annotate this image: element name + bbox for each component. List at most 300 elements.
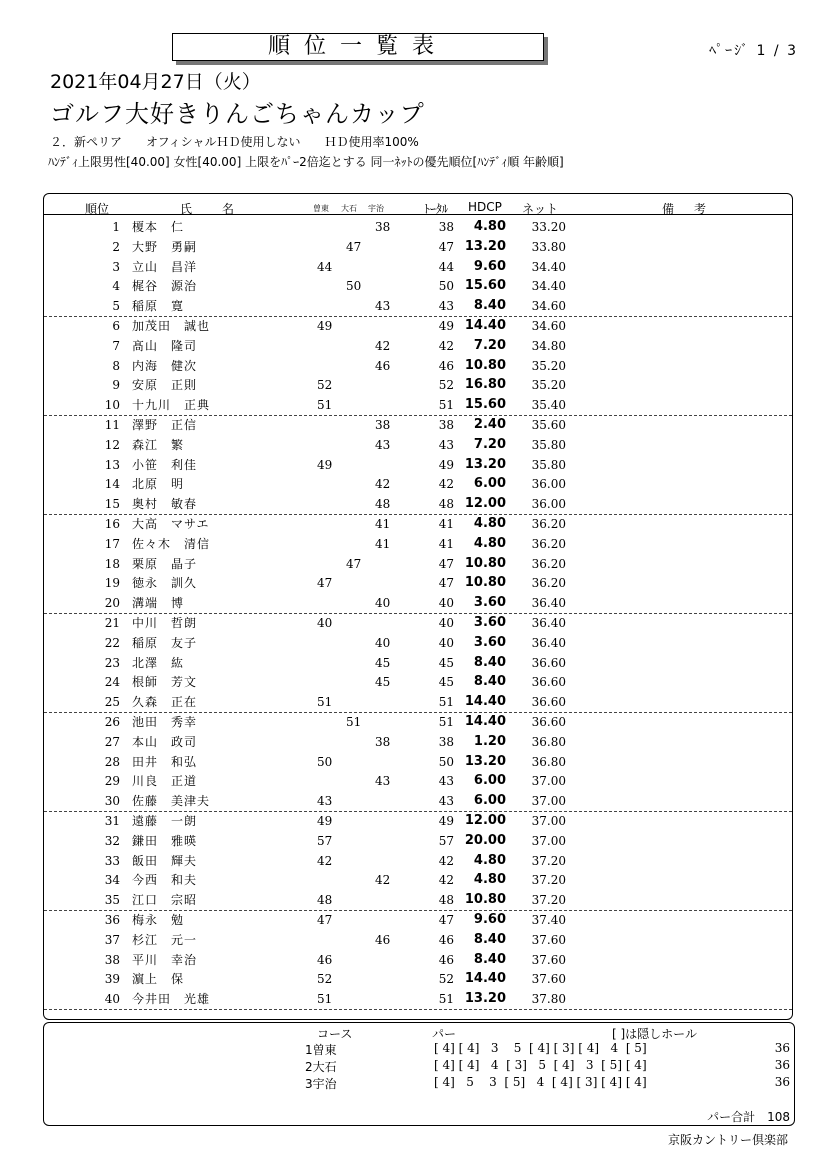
name-cell: 北澤 紘 bbox=[132, 655, 185, 670]
total-cell: 49 bbox=[438, 814, 454, 828]
table-row bbox=[44, 910, 792, 930]
course1-score-cell: 48 bbox=[317, 893, 333, 908]
course3-score-cell: 38 bbox=[375, 734, 391, 749]
total-cell: 49 bbox=[438, 457, 454, 472]
name-cell: 奥村 敏春 bbox=[132, 497, 198, 512]
course1-score-cell: 47 bbox=[317, 913, 333, 927]
name-cell: 今井田 光雄 bbox=[132, 992, 211, 1007]
col-header-rank: 順位 bbox=[85, 202, 110, 216]
total-cell: 40 bbox=[438, 596, 454, 611]
course1-score-cell: 51 bbox=[317, 398, 333, 413]
hdcp-cell: 7.20 bbox=[473, 337, 506, 353]
total-cell: 50 bbox=[438, 279, 454, 294]
total-cell: 50 bbox=[438, 754, 454, 769]
rank-cell: 22 bbox=[104, 635, 120, 650]
table-row bbox=[44, 771, 792, 791]
table-row bbox=[44, 435, 792, 455]
rank-cell: 10 bbox=[104, 398, 120, 413]
col-header-course2: 大石 bbox=[341, 204, 357, 213]
col-header-hdcp: HDCP bbox=[468, 200, 502, 214]
net-cell: 34.80 bbox=[531, 338, 566, 353]
net-cell: 36.00 bbox=[531, 477, 566, 492]
table-row bbox=[44, 950, 792, 970]
total-cell: 52 bbox=[438, 972, 454, 987]
table-row bbox=[44, 752, 792, 772]
total-cell: 43 bbox=[438, 437, 454, 452]
table-row bbox=[44, 672, 792, 692]
hdcp-cell: 10.80 bbox=[464, 357, 506, 373]
par-header: パー bbox=[432, 1027, 457, 1041]
net-cell: 34.40 bbox=[531, 259, 566, 274]
course-1-pars: [ 4] [ 4] 3 5 [ 4] [ 3] [ 4] 4 [ 5] bbox=[434, 1041, 647, 1055]
hdcp-cell: 12.00 bbox=[464, 813, 506, 828]
table-row bbox=[44, 514, 792, 534]
net-cell: 36.80 bbox=[531, 734, 566, 749]
col-header-name: 氏 名 bbox=[180, 202, 237, 216]
col-header-course1: 曽東 bbox=[313, 204, 329, 213]
course3-score-cell: 45 bbox=[375, 675, 391, 690]
name-cell: 根師 芳文 bbox=[132, 675, 198, 690]
rank-cell: 31 bbox=[104, 814, 120, 828]
name-cell: 森江 繁 bbox=[132, 437, 185, 452]
net-cell: 36.40 bbox=[531, 596, 566, 611]
hdcp-cell: 14.40 bbox=[464, 971, 506, 987]
table-row bbox=[44, 474, 792, 494]
rank-cell: 4 bbox=[112, 279, 120, 294]
hdcp-cell: 14.40 bbox=[464, 714, 506, 729]
net-cell: 34.60 bbox=[531, 319, 566, 333]
total-cell: 51 bbox=[438, 695, 454, 710]
course1-score-cell: 52 bbox=[317, 378, 333, 393]
table-row bbox=[44, 296, 792, 317]
hdcp-cell: 9.60 bbox=[473, 912, 506, 927]
rank-cell: 19 bbox=[104, 576, 120, 591]
hdcp-cell: 10.80 bbox=[464, 555, 506, 571]
name-cell: 稲原 寛 bbox=[132, 299, 185, 314]
net-cell: 37.20 bbox=[531, 893, 566, 908]
name-cell: 江口 宗昭 bbox=[132, 893, 198, 908]
net-cell: 37.20 bbox=[531, 873, 566, 888]
course-3-pars: [ 4] 5 3 [ 5] 4 [ 4] [ 3] [ 4] [ 4] bbox=[434, 1075, 647, 1089]
name-cell: 佐々木 清信 bbox=[132, 536, 211, 551]
course1-score-cell: 40 bbox=[317, 616, 333, 630]
course3-score-cell: 48 bbox=[375, 497, 391, 512]
net-cell: 36.80 bbox=[531, 754, 566, 769]
name-cell: 川良 正道 bbox=[132, 774, 198, 789]
hdcp-cell: 12.00 bbox=[464, 496, 506, 512]
hdcp-cell: 8.40 bbox=[473, 951, 506, 967]
table-row bbox=[44, 573, 792, 593]
rank-cell: 12 bbox=[104, 437, 120, 452]
table-row bbox=[44, 732, 792, 752]
total-cell: 41 bbox=[438, 517, 454, 531]
page-number: ﾍﾟｰｼﾞ 1 / 3 bbox=[709, 43, 798, 59]
total-cell: 47 bbox=[438, 576, 454, 591]
course-2-name: 2大石 bbox=[305, 1060, 337, 1074]
hdcp-cell: 6.00 bbox=[473, 793, 506, 809]
table-row bbox=[44, 336, 792, 356]
rank-cell: 14 bbox=[104, 477, 120, 492]
name-cell: 梶谷 源治 bbox=[132, 279, 198, 294]
name-cell: 佐藤 美津夫 bbox=[132, 794, 211, 809]
net-cell: 36.00 bbox=[531, 497, 566, 512]
table-row bbox=[44, 494, 792, 515]
hdcp-cell: 4.80 bbox=[473, 872, 506, 888]
hdcp-cell: 8.40 bbox=[473, 931, 506, 947]
table-row bbox=[44, 870, 792, 890]
rank-cell: 13 bbox=[104, 457, 120, 472]
total-cell: 44 bbox=[438, 259, 454, 274]
net-cell: 35.20 bbox=[531, 378, 566, 393]
name-cell: 久森 正在 bbox=[132, 695, 198, 710]
name-cell: 小笹 利佳 bbox=[132, 457, 198, 472]
total-cell: 40 bbox=[438, 616, 454, 630]
hdcp-cell: 4.80 bbox=[473, 535, 506, 551]
rank-cell: 36 bbox=[104, 913, 120, 927]
total-cell: 57 bbox=[438, 833, 454, 848]
net-cell: 36.20 bbox=[531, 556, 566, 571]
rank-cell: 32 bbox=[104, 833, 120, 848]
course3-score-cell: 41 bbox=[375, 536, 391, 551]
table-row bbox=[44, 415, 792, 435]
course1-score-cell: 51 bbox=[317, 992, 333, 1007]
course3-score-cell: 42 bbox=[375, 477, 391, 492]
net-cell: 37.60 bbox=[531, 972, 566, 987]
total-cell: 49 bbox=[438, 319, 454, 333]
course-2-total: 36 bbox=[774, 1058, 790, 1072]
table-row bbox=[44, 692, 792, 713]
rank-cell: 9 bbox=[112, 378, 120, 393]
course3-score-cell: 43 bbox=[375, 299, 391, 314]
rank-cell: 20 bbox=[104, 596, 120, 611]
name-cell: 稲原 友子 bbox=[132, 635, 198, 650]
hdcp-cell: 15.60 bbox=[464, 397, 506, 413]
rank-cell: 26 bbox=[104, 715, 120, 729]
hdcp-cell: 3.60 bbox=[473, 634, 506, 650]
net-cell: 36.20 bbox=[531, 536, 566, 551]
rank-cell: 3 bbox=[112, 259, 120, 274]
rank-cell: 18 bbox=[104, 556, 120, 571]
net-cell: 37.40 bbox=[531, 913, 566, 927]
name-cell: 内海 健次 bbox=[132, 358, 198, 373]
net-cell: 36.40 bbox=[531, 616, 566, 630]
total-cell: 42 bbox=[438, 853, 454, 868]
competition-name: ゴルフ大好きりんごちゃんカップ bbox=[50, 100, 425, 128]
rank-cell: 16 bbox=[104, 517, 120, 531]
total-cell: 43 bbox=[438, 774, 454, 789]
total-cell: 45 bbox=[438, 655, 454, 670]
hdcp-cell: 8.40 bbox=[473, 654, 506, 670]
rank-cell: 33 bbox=[104, 853, 120, 868]
course3-score-cell: 46 bbox=[375, 932, 391, 947]
hdcp-cell: 4.80 bbox=[473, 219, 506, 234]
table-row bbox=[44, 633, 792, 653]
name-cell: 北原 明 bbox=[132, 477, 185, 492]
course3-score-cell: 41 bbox=[375, 517, 391, 531]
rules-line-1: ２．新ペリア オフィシャルＨＤ使用しない ＨＤ使用率100% bbox=[50, 135, 419, 149]
name-cell: 大野 勇嗣 bbox=[132, 239, 198, 254]
total-cell: 42 bbox=[438, 338, 454, 353]
course1-score-cell: 57 bbox=[317, 833, 333, 848]
total-cell: 42 bbox=[438, 873, 454, 888]
rank-cell: 1 bbox=[112, 220, 120, 234]
table-row bbox=[44, 217, 792, 237]
total-cell: 46 bbox=[438, 932, 454, 947]
club-name: 京阪カントリー倶楽部 bbox=[667, 1133, 788, 1147]
course1-score-cell: 52 bbox=[317, 972, 333, 987]
course1-score-cell: 49 bbox=[317, 319, 333, 333]
total-cell: 46 bbox=[438, 952, 454, 967]
hdcp-cell: 13.20 bbox=[464, 753, 506, 769]
net-cell: 35.80 bbox=[531, 437, 566, 452]
course3-score-cell: 42 bbox=[375, 338, 391, 353]
net-cell: 36.60 bbox=[531, 715, 566, 729]
page-title: 順位一覧表 bbox=[267, 34, 448, 59]
rank-cell: 25 bbox=[104, 695, 120, 710]
table-row bbox=[44, 811, 792, 831]
net-cell: 36.40 bbox=[531, 635, 566, 650]
name-cell: 大高 マサエ bbox=[132, 517, 210, 531]
course-2-pars: [ 4] [ 4] 4 [ 3] 5 [ 4] 3 [ 5] [ 4] bbox=[434, 1058, 647, 1072]
hdcp-cell: 10.80 bbox=[464, 575, 506, 591]
course1-score-cell: 43 bbox=[317, 794, 333, 809]
name-cell: 田井 和弘 bbox=[132, 754, 198, 769]
name-cell: 澤野 正信 bbox=[132, 418, 198, 432]
net-cell: 37.00 bbox=[531, 814, 566, 828]
total-cell: 51 bbox=[438, 992, 454, 1007]
total-cell: 52 bbox=[438, 378, 454, 393]
net-cell: 37.60 bbox=[531, 952, 566, 967]
course2-score-cell: 50 bbox=[346, 279, 362, 294]
name-cell: 立山 昌洋 bbox=[132, 259, 198, 274]
course3-score-cell: 40 bbox=[375, 596, 391, 611]
course1-score-cell: 42 bbox=[317, 853, 333, 868]
course-3-name: 3宇治 bbox=[305, 1077, 337, 1091]
net-cell: 37.00 bbox=[531, 833, 566, 848]
course1-score-cell: 49 bbox=[317, 814, 333, 828]
total-cell: 51 bbox=[438, 715, 454, 729]
net-cell: 34.60 bbox=[531, 299, 566, 314]
table-row bbox=[44, 316, 792, 336]
table-row bbox=[44, 455, 792, 475]
name-cell: 中川 哲朗 bbox=[132, 616, 198, 630]
name-cell: 飯田 輝夫 bbox=[132, 853, 198, 868]
name-cell: 十九川 正典 bbox=[132, 398, 211, 413]
net-cell: 33.80 bbox=[531, 239, 566, 254]
header-divider bbox=[44, 214, 792, 215]
name-cell: 平川 幸治 bbox=[132, 952, 198, 967]
course3-score-cell: 38 bbox=[375, 418, 391, 432]
course1-score-cell: 44 bbox=[317, 259, 333, 274]
total-cell: 47 bbox=[438, 239, 454, 254]
hdcp-cell: 20.00 bbox=[464, 832, 506, 848]
name-cell: 溝端 博 bbox=[132, 596, 185, 611]
course3-score-cell: 43 bbox=[375, 437, 391, 452]
col-header-remarks: 備 考 bbox=[662, 202, 711, 216]
net-cell: 37.00 bbox=[531, 774, 566, 789]
course-header: コース bbox=[317, 1027, 353, 1041]
event-date: 2021年04月27日（火） bbox=[50, 71, 261, 93]
hdcp-cell: 6.00 bbox=[473, 773, 506, 789]
rank-cell: 5 bbox=[112, 299, 120, 314]
course3-score-cell: 42 bbox=[375, 873, 391, 888]
net-cell: 34.40 bbox=[531, 279, 566, 294]
name-cell: 榎本 仁 bbox=[132, 220, 185, 234]
table-row bbox=[44, 653, 792, 673]
course1-score-cell: 46 bbox=[317, 952, 333, 967]
title-box bbox=[172, 33, 544, 61]
rank-cell: 8 bbox=[112, 358, 120, 373]
rank-cell: 27 bbox=[104, 734, 120, 749]
total-cell: 48 bbox=[438, 497, 454, 512]
hidden-hole-note: [ ]は隠しホール bbox=[612, 1027, 697, 1041]
total-cell: 51 bbox=[438, 398, 454, 413]
rules-line-2: ﾊﾝﾃﾞｨ上限男性[40.00] 女性[40.00] 上限をﾊﾟｰ2倍迄とする 同一ﾈｯﾄの優先順位[ﾊﾝﾃﾞｨ順 年齢順] bbox=[48, 155, 564, 169]
table-row bbox=[44, 613, 792, 633]
net-cell: 37.60 bbox=[531, 932, 566, 947]
course-3-total: 36 bbox=[774, 1075, 790, 1089]
course2-score-cell: 47 bbox=[346, 239, 362, 254]
table-row bbox=[44, 930, 792, 950]
hdcp-cell: 7.20 bbox=[473, 436, 506, 452]
name-cell: 遠藤 一朗 bbox=[132, 814, 198, 828]
total-cell: 48 bbox=[438, 893, 454, 908]
rank-cell: 37 bbox=[104, 932, 120, 947]
hdcp-cell: 13.20 bbox=[464, 238, 506, 254]
total-cell: 38 bbox=[438, 734, 454, 749]
col-header-course3: 宇治 bbox=[368, 204, 384, 213]
net-cell: 37.80 bbox=[531, 992, 566, 1007]
table-row bbox=[44, 276, 792, 296]
table-row bbox=[44, 534, 792, 554]
hdcp-cell: 9.60 bbox=[473, 258, 506, 274]
rank-cell: 15 bbox=[104, 497, 120, 512]
course1-score-cell: 50 bbox=[317, 754, 333, 769]
table-row bbox=[44, 593, 792, 614]
col-header-total: ﾄｰﾀﾙ bbox=[424, 202, 449, 216]
net-cell: 37.00 bbox=[531, 794, 566, 809]
rank-cell: 40 bbox=[104, 992, 120, 1007]
table-row bbox=[44, 375, 792, 395]
course3-score-cell: 45 bbox=[375, 655, 391, 670]
net-cell: 36.20 bbox=[531, 576, 566, 591]
rank-cell: 21 bbox=[104, 616, 120, 630]
table-row bbox=[44, 969, 792, 989]
net-cell: 36.60 bbox=[531, 655, 566, 670]
course3-score-cell: 38 bbox=[375, 220, 391, 234]
net-cell: 33.20 bbox=[531, 220, 566, 234]
total-cell: 43 bbox=[438, 299, 454, 314]
course3-score-cell: 46 bbox=[375, 358, 391, 373]
course2-score-cell: 51 bbox=[346, 715, 362, 729]
hdcp-cell: 8.40 bbox=[473, 298, 506, 314]
table-row bbox=[44, 257, 792, 277]
net-cell: 35.40 bbox=[531, 398, 566, 413]
name-cell: 濵上 保 bbox=[132, 972, 185, 987]
course1-score-cell: 51 bbox=[317, 695, 333, 710]
net-cell: 35.60 bbox=[531, 418, 566, 432]
rank-cell: 17 bbox=[104, 536, 120, 551]
net-cell: 35.20 bbox=[531, 358, 566, 373]
name-cell: 杉江 元一 bbox=[132, 932, 198, 947]
hdcp-cell: 3.60 bbox=[473, 615, 506, 630]
name-cell: 本山 政司 bbox=[132, 734, 198, 749]
course-1-total: 36 bbox=[774, 1041, 790, 1055]
table-row bbox=[44, 890, 792, 911]
hdcp-cell: 15.60 bbox=[464, 278, 506, 294]
hdcp-cell: 4.80 bbox=[473, 516, 506, 531]
total-cell: 38 bbox=[438, 220, 454, 234]
name-cell: 今西 和夫 bbox=[132, 873, 198, 888]
course3-score-cell: 40 bbox=[375, 635, 391, 650]
name-cell: 梅永 勉 bbox=[132, 913, 185, 927]
hdcp-cell: 16.80 bbox=[464, 377, 506, 393]
rank-cell: 2 bbox=[112, 239, 120, 254]
hdcp-cell: 8.40 bbox=[473, 674, 506, 690]
rank-cell: 24 bbox=[104, 675, 120, 690]
table-row bbox=[44, 554, 792, 574]
rank-cell: 6 bbox=[112, 319, 120, 333]
table-row bbox=[44, 989, 792, 1010]
par-total: パー合計 108 bbox=[707, 1110, 790, 1124]
net-cell: 36.60 bbox=[531, 675, 566, 690]
course2-score-cell: 47 bbox=[346, 556, 362, 571]
course1-score-cell: 49 bbox=[317, 457, 333, 472]
name-cell: 徳永 訓久 bbox=[132, 576, 198, 591]
table-row bbox=[44, 791, 792, 812]
course1-score-cell: 47 bbox=[317, 576, 333, 591]
hdcp-cell: 4.80 bbox=[473, 852, 506, 868]
name-cell: 鎌田 雅暎 bbox=[132, 833, 198, 848]
rank-cell: 23 bbox=[104, 655, 120, 670]
hdcp-cell: 13.20 bbox=[464, 991, 506, 1007]
col-header-net: ネット bbox=[522, 202, 559, 216]
hdcp-cell: 14.40 bbox=[464, 694, 506, 710]
name-cell: 安原 正則 bbox=[132, 378, 198, 393]
hdcp-cell: 1.20 bbox=[473, 733, 506, 749]
hdcp-cell: 14.40 bbox=[464, 318, 506, 333]
total-cell: 47 bbox=[438, 556, 454, 571]
total-cell: 38 bbox=[438, 418, 454, 432]
total-cell: 47 bbox=[438, 913, 454, 927]
hdcp-cell: 2.40 bbox=[473, 417, 506, 432]
total-cell: 45 bbox=[438, 675, 454, 690]
total-cell: 41 bbox=[438, 536, 454, 551]
rank-cell: 7 bbox=[112, 338, 120, 353]
rank-cell: 35 bbox=[104, 893, 120, 908]
table-row bbox=[44, 356, 792, 376]
name-cell: 髙山 隆司 bbox=[132, 338, 198, 353]
net-cell: 36.20 bbox=[531, 517, 566, 531]
rank-cell: 34 bbox=[104, 873, 120, 888]
total-cell: 43 bbox=[438, 794, 454, 809]
rank-cell: 11 bbox=[104, 418, 120, 432]
table-row bbox=[44, 712, 792, 732]
hdcp-cell: 10.80 bbox=[464, 892, 506, 908]
hdcp-cell: 3.60 bbox=[473, 595, 506, 611]
table-row bbox=[44, 237, 792, 257]
net-cell: 35.80 bbox=[531, 457, 566, 472]
name-cell: 加茂田 誠也 bbox=[132, 319, 211, 333]
rank-cell: 30 bbox=[104, 794, 120, 809]
table-row bbox=[44, 851, 792, 871]
course-1-name: 1曽東 bbox=[305, 1043, 337, 1057]
rank-cell: 39 bbox=[104, 972, 120, 987]
rank-cell: 29 bbox=[104, 774, 120, 789]
hdcp-cell: 13.20 bbox=[464, 456, 506, 472]
total-cell: 40 bbox=[438, 635, 454, 650]
total-cell: 42 bbox=[438, 477, 454, 492]
